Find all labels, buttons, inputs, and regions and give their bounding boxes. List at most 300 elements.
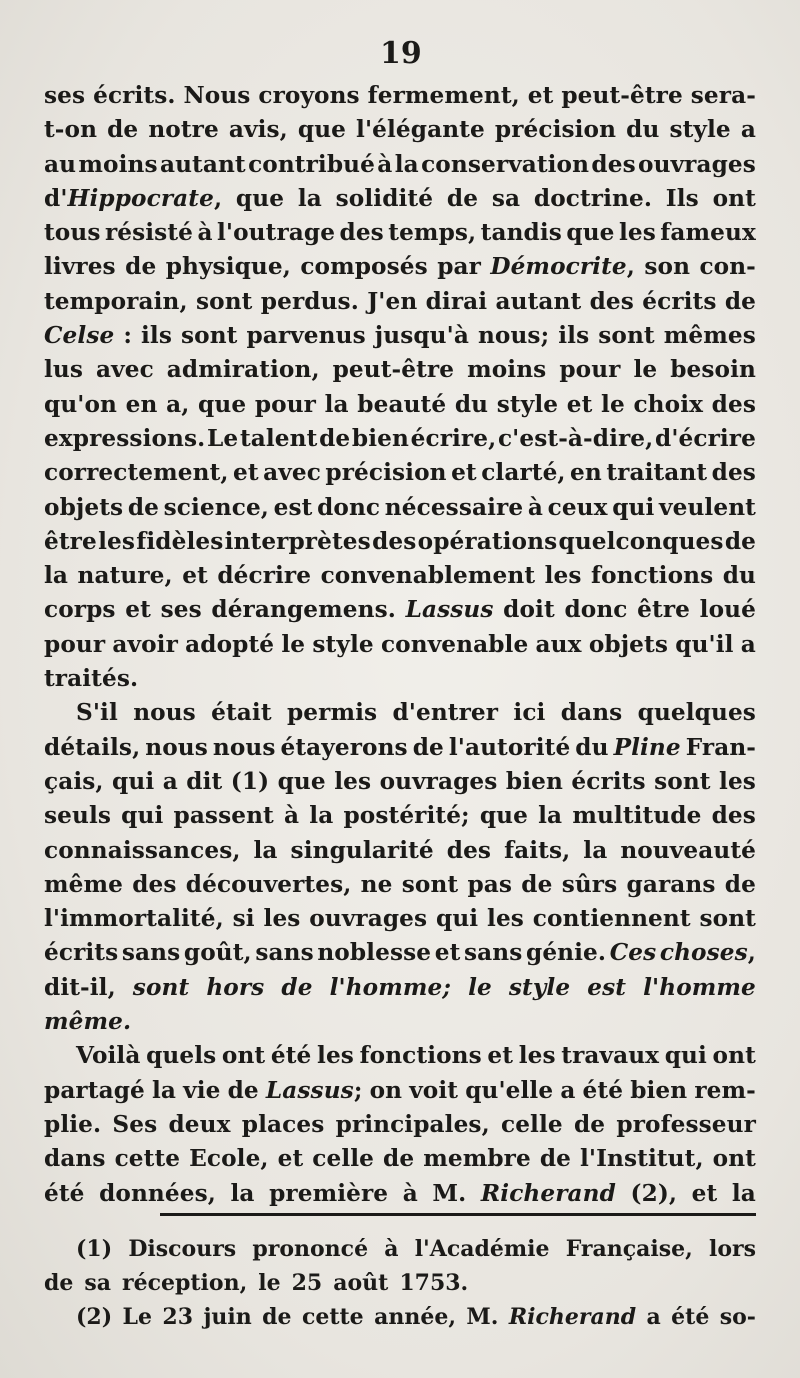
word: les [487, 905, 524, 933]
word: Française, [565, 1236, 693, 1262]
word: d'écrire [655, 424, 756, 452]
word: style [669, 116, 731, 144]
word: l'immortalité, [44, 905, 224, 933]
word: et [451, 459, 477, 487]
word: interprètes [224, 527, 371, 555]
word: sont [180, 322, 238, 350]
word: donc [317, 493, 381, 521]
word: était [211, 699, 272, 727]
word: de [281, 973, 313, 1001]
word: (1) [230, 767, 270, 795]
word: goût, [183, 939, 252, 967]
word: découvertes, [185, 870, 352, 898]
word: contiennent [532, 905, 691, 933]
word: des [132, 870, 177, 898]
word: qu'on [44, 390, 117, 418]
word: réception, [122, 1270, 248, 1296]
word: lus [44, 356, 84, 384]
word: avis, [228, 116, 288, 144]
word: professeur [616, 1110, 756, 1138]
word: écrits [44, 939, 119, 967]
word: les [263, 905, 301, 933]
word: a, [166, 390, 190, 418]
text-line [44, 79, 756, 113]
word: le [281, 630, 306, 658]
word: d'entrer [392, 699, 499, 727]
word: ont [712, 184, 756, 212]
word: ils [141, 322, 172, 350]
text-line [44, 662, 756, 696]
text-line [44, 971, 756, 1005]
word: nature, [77, 562, 173, 590]
text-line [44, 765, 756, 799]
word: a [740, 630, 756, 658]
word: nous; [477, 322, 550, 350]
text-line [44, 593, 756, 627]
word: sont [654, 767, 711, 795]
word: a [646, 1304, 661, 1330]
word: style [496, 390, 559, 418]
word: la [151, 1076, 177, 1104]
word: écrits [571, 767, 646, 795]
word: que [235, 184, 285, 212]
word: et [566, 390, 593, 418]
word: a [560, 1076, 576, 1104]
text-line [44, 936, 756, 970]
word: de [539, 1145, 571, 1173]
word: perdus. [260, 287, 359, 315]
text-line [44, 285, 756, 319]
word: 1753. [399, 1270, 469, 1296]
word: bien [630, 1076, 688, 1104]
word: même [44, 870, 123, 898]
text-line [44, 491, 756, 525]
word: l'Institut, [579, 1145, 704, 1173]
word: qu'il [675, 630, 734, 658]
word: nous [133, 699, 196, 727]
word: que [277, 767, 326, 795]
word: parvenus [246, 322, 366, 350]
word: Démocrite, [490, 253, 635, 281]
word: écrire, [410, 424, 497, 452]
word: plie. [44, 1110, 102, 1138]
word: a [740, 116, 756, 144]
word: singularité [290, 836, 434, 864]
word: être [637, 596, 690, 624]
word: ceux [547, 493, 608, 521]
text-line [44, 1039, 756, 1073]
word: Discours [128, 1236, 237, 1262]
footnote-line [44, 1300, 756, 1334]
word: que [297, 116, 346, 144]
word: style [508, 973, 571, 1001]
word: autant [159, 150, 246, 178]
word: de [446, 184, 479, 212]
word: l'Académie [414, 1236, 550, 1262]
word: admiration, [166, 356, 320, 384]
word: de [724, 527, 756, 555]
word: l'homme [643, 973, 756, 1001]
word: objets [588, 630, 668, 658]
word: S'il [76, 699, 118, 727]
word: du [454, 390, 489, 418]
word: Richerand [508, 1304, 637, 1330]
word: sont [598, 322, 655, 350]
word: à [197, 219, 213, 247]
word: Celse [44, 322, 115, 350]
word: par [437, 253, 481, 281]
word: notre [148, 116, 219, 144]
word: ses [44, 82, 86, 109]
word: traités. [44, 665, 139, 693]
word: sans [121, 939, 181, 967]
word: cette [114, 1145, 181, 1173]
word: les [98, 527, 136, 555]
word: de [573, 1110, 606, 1138]
text-line [44, 628, 756, 662]
word: avec [96, 356, 154, 384]
word: qui [121, 802, 164, 830]
word: qui [112, 767, 155, 795]
word: qui [436, 905, 479, 933]
word: écrits. [93, 82, 176, 109]
word: garans [626, 870, 716, 898]
word: d'Hippocrate, [44, 184, 223, 212]
word: ouvrages [638, 150, 756, 178]
text-line [44, 388, 756, 422]
word: la [538, 802, 563, 830]
word: ne [360, 870, 393, 898]
word: vie [183, 1076, 221, 1104]
text-line [44, 731, 756, 765]
word: Ces [609, 939, 657, 967]
word: deux [168, 1110, 231, 1138]
word: de [125, 253, 157, 281]
word: à [377, 150, 393, 178]
text-line [44, 148, 756, 182]
word: du [575, 733, 609, 761]
word: Nous [183, 82, 251, 109]
word: des [591, 150, 636, 178]
word: les [518, 1042, 556, 1070]
word: les [719, 767, 756, 795]
footnote-line [44, 1266, 756, 1300]
word: sont [195, 287, 253, 315]
word: sont [401, 870, 459, 898]
word: multitude [572, 802, 702, 830]
word: ont [712, 1145, 756, 1173]
word: ouvrages [379, 767, 498, 795]
word: permis [286, 699, 378, 727]
word: génie. [526, 939, 607, 967]
word: sans [255, 939, 314, 967]
word: ouvrages [309, 905, 428, 933]
word: de [227, 1076, 259, 1104]
word: talent [239, 424, 318, 452]
word: sans [464, 939, 523, 967]
word: rem- [694, 1076, 756, 1104]
text-line [44, 113, 756, 147]
word: (2), [630, 1179, 678, 1207]
footnotes [44, 1232, 756, 1334]
word: qui [612, 493, 655, 521]
word: doit [503, 596, 555, 624]
word: des [711, 802, 756, 830]
word: données, [99, 1179, 216, 1207]
word: hors [206, 973, 265, 1001]
word: à [402, 1179, 418, 1207]
word: est [587, 973, 627, 1001]
word: du [722, 562, 756, 590]
word: de [383, 1145, 415, 1173]
word: être [44, 527, 97, 555]
word: la [309, 802, 334, 830]
word: loué [699, 596, 756, 624]
word: des [711, 390, 756, 418]
word: noblesse [317, 939, 432, 967]
word: physique, [165, 253, 291, 281]
word: la [44, 562, 69, 590]
word: Le [207, 424, 239, 452]
word: l'élégante [356, 116, 485, 144]
word: de [44, 1270, 74, 1296]
text-line [44, 1177, 756, 1211]
word: sa [84, 1270, 112, 1296]
word: l'homme; [329, 973, 452, 1001]
word: fonctions [591, 562, 714, 590]
text-line [44, 182, 756, 216]
word: passent [173, 802, 274, 830]
word: Le [122, 1304, 153, 1330]
word: dit-il, [44, 973, 116, 1001]
word: convenablement [320, 562, 536, 590]
word: est [273, 493, 313, 521]
word: année, [374, 1304, 456, 1330]
word: croyons [258, 82, 360, 109]
word: con- [699, 253, 756, 281]
word: conservation [421, 150, 590, 178]
word: veulent [659, 493, 756, 521]
word: tous [44, 219, 101, 247]
word: la [324, 390, 349, 418]
word: 23 [162, 1304, 194, 1330]
word: connaissances, [44, 836, 241, 864]
word: précision [494, 116, 617, 144]
word: dans [44, 1145, 106, 1173]
word: principales, [335, 1110, 490, 1138]
word: l'autorité [448, 733, 571, 761]
text-line [44, 250, 756, 284]
text-line [44, 319, 756, 353]
word: travaux [561, 1042, 660, 1070]
word: fonctions [359, 1042, 482, 1070]
word: pour [44, 630, 106, 658]
word: dirai [425, 287, 488, 315]
word: beauté [357, 390, 447, 418]
word: de [412, 733, 444, 761]
word: convenable [380, 630, 529, 658]
word: : [123, 322, 132, 350]
text-line [44, 525, 756, 559]
word: nouveauté [620, 836, 756, 864]
word: M. [432, 1179, 467, 1207]
page-number: 19 [380, 36, 422, 71]
word: les [544, 562, 582, 590]
word: des [372, 527, 417, 555]
word: les [334, 767, 372, 795]
word: pour [559, 356, 621, 384]
word: Lassus [405, 596, 494, 624]
word: doctrine. [533, 184, 653, 212]
text-line [44, 216, 756, 250]
word: ont [712, 1042, 756, 1070]
word: ses [160, 596, 202, 624]
word: et [434, 939, 461, 967]
word: ils [558, 322, 590, 350]
word: la [253, 836, 278, 864]
word: étayerons [280, 733, 408, 761]
word: dit [186, 767, 223, 795]
word: seuls [44, 802, 112, 830]
word: composés [300, 253, 428, 281]
word: nécessaire [384, 493, 524, 521]
word: avoir [112, 630, 178, 658]
word: et [277, 1145, 304, 1173]
text-line [44, 559, 756, 593]
word: été [270, 1042, 312, 1070]
word: ici [513, 699, 546, 727]
word: fidèles [136, 527, 224, 555]
word: (1) [76, 1236, 113, 1262]
word: fermement, [367, 82, 520, 109]
word: objets [44, 493, 124, 521]
word: Ses [112, 1110, 158, 1138]
word: et [527, 82, 554, 109]
word: quelques [637, 699, 756, 727]
word: Fran- [685, 733, 756, 761]
word: la [394, 150, 419, 178]
word: style [312, 630, 374, 658]
word: pas [467, 870, 513, 898]
text-line [44, 353, 756, 387]
word: J'en [367, 287, 418, 315]
word: dérangemens. [211, 596, 396, 624]
word: de [107, 116, 139, 144]
word: même. [44, 1008, 132, 1036]
word: jusqu'à [374, 322, 469, 350]
word: cette [301, 1304, 364, 1330]
text-line [44, 1005, 756, 1039]
word: correctement, [44, 459, 229, 487]
text-line [44, 422, 756, 456]
word: sont [132, 973, 190, 1001]
word: autant [495, 287, 582, 315]
word: été [582, 1076, 624, 1104]
word: nous [145, 733, 208, 761]
word: que [479, 802, 528, 830]
word: première [269, 1179, 389, 1207]
word: Ils [665, 184, 699, 212]
text-line [44, 696, 756, 730]
word: des [711, 459, 756, 487]
word: qu'elle [465, 1076, 554, 1104]
text-line [44, 1074, 756, 1108]
word: écrits [642, 287, 717, 315]
word: le [633, 356, 658, 384]
word: a [162, 767, 178, 795]
word: été [44, 1179, 85, 1207]
word: des [589, 287, 634, 315]
footnote-separator-rule [160, 1213, 756, 1216]
word: à [527, 493, 543, 521]
word: la [731, 1179, 756, 1207]
word: lors [708, 1236, 756, 1262]
word: de [262, 1304, 292, 1330]
word: postérité; [343, 802, 470, 830]
word: temporain, [44, 287, 188, 315]
word: au [44, 150, 77, 178]
word: solidité [335, 184, 434, 212]
word: membre [423, 1145, 531, 1173]
word: été [671, 1304, 710, 1330]
text-line [44, 1108, 756, 1142]
word: ont [221, 1042, 266, 1070]
word: temps, [388, 219, 477, 247]
word: moins [78, 150, 158, 178]
word: détails, [44, 733, 141, 761]
word: mêmes [663, 322, 756, 350]
word: bien [505, 767, 563, 795]
word: bien [351, 424, 409, 452]
word: moins [467, 356, 547, 384]
word: des [339, 219, 384, 247]
word: résisté [104, 219, 193, 247]
word: précision [325, 459, 447, 487]
word: Ecole, [189, 1145, 269, 1173]
word: expressions. [44, 424, 206, 452]
word: à [284, 802, 300, 830]
word: prononcé [252, 1236, 369, 1262]
word: août [333, 1270, 389, 1296]
word: so- [719, 1304, 756, 1330]
word: du [626, 116, 660, 144]
word: le [601, 390, 625, 418]
word: son [644, 253, 691, 281]
word: dans [560, 699, 623, 727]
word: pour [254, 390, 316, 418]
word: de [724, 287, 756, 315]
word: tandis [480, 219, 562, 247]
word: opérations [417, 527, 558, 555]
word: aux [535, 630, 582, 658]
word: choix [633, 390, 704, 418]
text-line [44, 799, 756, 833]
word: çais, [44, 767, 104, 795]
word: livres [44, 253, 116, 281]
word: sûrs [561, 870, 618, 898]
word: on [369, 1076, 403, 1104]
word: et [233, 459, 259, 487]
text-line [44, 868, 756, 902]
word: la [230, 1179, 255, 1207]
text-line [44, 456, 756, 490]
word: voit [409, 1076, 459, 1104]
word: choses, [659, 939, 756, 967]
word: t-on [44, 116, 98, 144]
word: (2) [76, 1304, 113, 1330]
word: de [319, 424, 351, 452]
word: c'est-à-dire, [497, 424, 654, 452]
